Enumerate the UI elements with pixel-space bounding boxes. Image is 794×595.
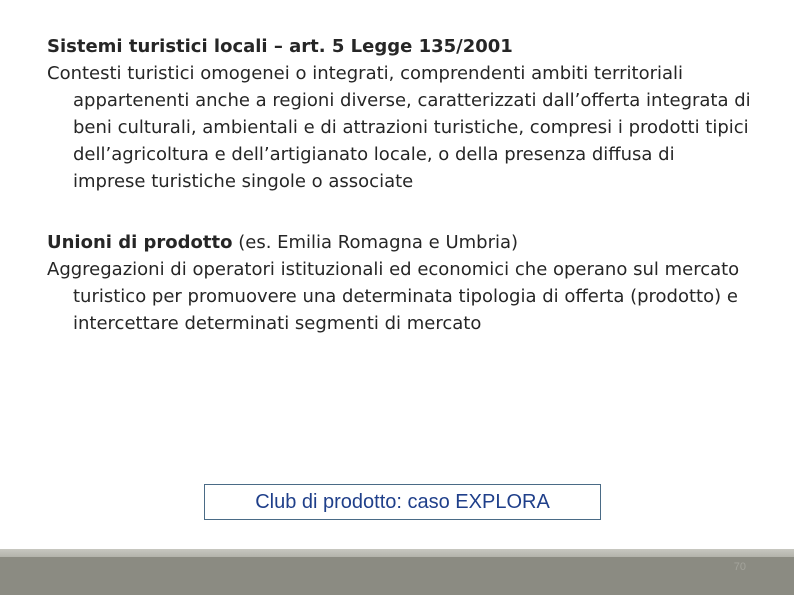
section-heading-sistemi-turistici: Sistemi turistici locali – art. 5 Legge 135/2001	[47, 36, 513, 57]
page-number: 70	[733, 561, 746, 573]
heading-bold-part: Unioni di prodotto	[47, 232, 233, 253]
heading-example-part: (es. Emilia Romagna e Umbria)	[232, 232, 519, 253]
spacer	[47, 195, 752, 229]
club-di-prodotto-box: Club di prodotto: caso EXPLORA	[204, 484, 601, 520]
slide-content	[47, 33, 752, 337]
section-heading-unioni-di-prodotto	[47, 229, 752, 256]
section-body-unioni-di-prodotto: Aggregazioni di operatori istituzionali ed economici che operano sul mercato turistico per promuovere una determinata tipologia di offerta (prodotto) e intercettare determinati segmenti di mercato	[47, 259, 740, 334]
section-body-sistemi-turistici: Contesti turistici omogenei o integrati, comprendenti ambiti territoriali appartenenti anche a regioni diverse, caratterizzati dall’offerta integrata di beni culturali, ambientali e di attrazioni turistiche, compresi i prodotti tipici dell’agricoltura e dell’artigianato locale, o della presenza diffusa di imprese turistiche singole o associate	[47, 63, 751, 192]
footer-bar	[0, 557, 794, 595]
footer-band	[0, 549, 794, 557]
